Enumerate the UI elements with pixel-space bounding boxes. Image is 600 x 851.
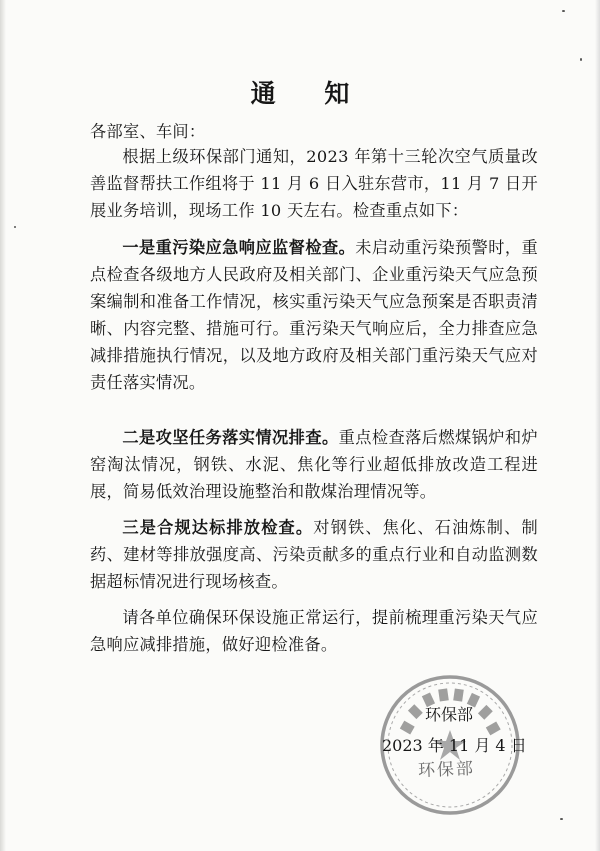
paragraph-item-2-lead: 二是攻坚任务落实情况排查。 [122, 428, 339, 447]
scan-speck [560, 818, 563, 820]
paragraph-intro [90, 143, 538, 224]
signature-date: 2023 年 11 月 4 日 [382, 736, 527, 755]
paragraph-item-3 [90, 514, 538, 595]
scan-speck [580, 58, 582, 61]
paragraph-item-1-text: 未启动重污染预警时，重点检查各级地方人民政府及相关部门、企业重污染天气应急预案编制和准备工作情况，核实重污染天气应急预案是否职责清晰、内容完整、措施可行。重污染天气响应后，全力排查应急减排措施执行情况，以及地方政府及相关部门重污染天气应对责任落实情况。 [90, 238, 538, 392]
paragraph-item-3-text: 对钢铁、焦化、石油炼制、制药、建材等排放强度高、污染贡献多的重点行业和自动监测数据超标情况进行现场核查。 [90, 518, 538, 591]
paragraph-item-2 [90, 424, 538, 505]
paragraph-closing [90, 604, 538, 658]
scan-edge-left [0, 0, 6, 851]
paragraph-item-1 [90, 234, 538, 396]
scan-speck [14, 226, 16, 228]
scan-edge-right [595, 0, 600, 851]
paragraph-item-3-lead: 三是合规达标排放检查。 [122, 518, 314, 537]
paragraph-intro-text: 根据上级环保部门通知，2023 年第十三轮次空气质量改善监督帮扶工作组将于 11 月 6 日入驻东营市，11 月 7 日开展业务培训，现场工作 10 天左右。检查重点如下： [90, 147, 538, 220]
paragraph-closing-text: 请各单位确保环保设施正常运行，提前梳理重污染天气应急响应减排措施，做好迎检准备。 [90, 608, 538, 654]
seal-text: 环保部 [417, 759, 476, 781]
paragraph-item-1-lead: 一是重污染应急响应监督检查。 [122, 238, 356, 257]
scan-speck [562, 10, 565, 12]
paragraph-item-2-text: 重点检查落后燃煤锅炉和炉窑淘汰情况，钢铁、水泥、焦化等行业超低排放改造工程进展，简易低效治理设施整治和散煤治理情况等。 [90, 428, 538, 501]
notice-title: 通 知 [250, 79, 370, 108]
salutation: 各部室、车间： [90, 122, 206, 141]
signature-org: 环保部 [425, 705, 474, 724]
